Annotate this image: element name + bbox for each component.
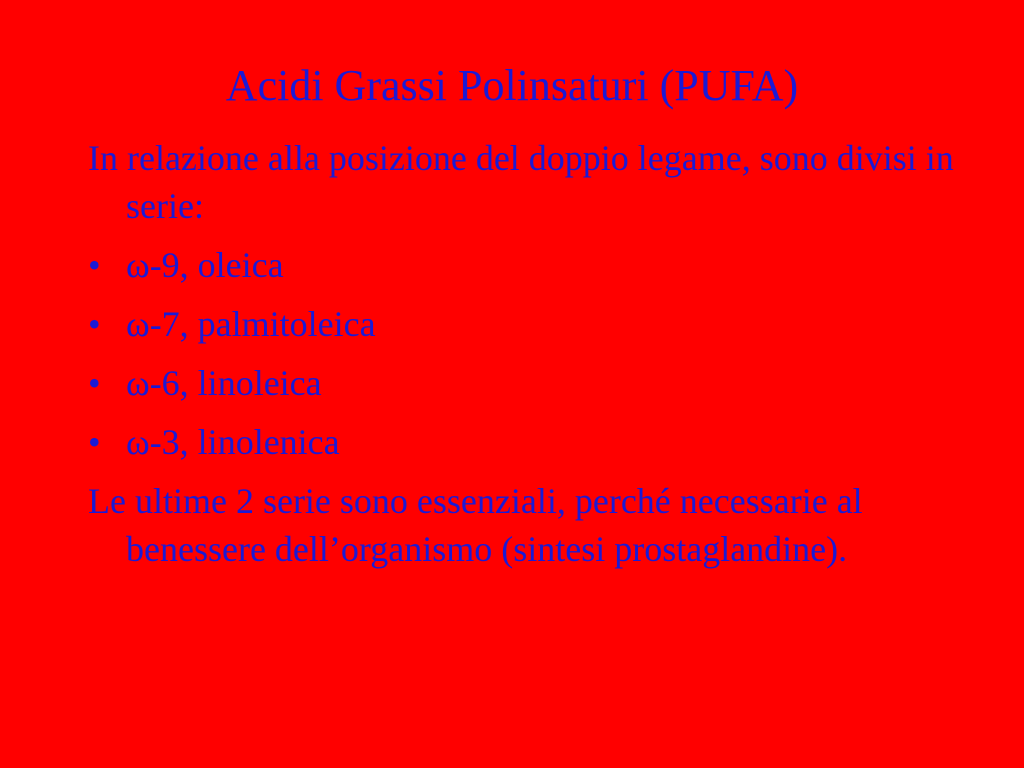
series-list — [88, 241, 968, 466]
conclusion-paragraph: Le ultime 2 serie sono essenziali, perché necessarie al benessere dell’organismo (sintesi prostaglandine). — [88, 481, 863, 569]
slide-title: Acidi Grassi Polinsaturi (PUFA) — [225, 61, 799, 110]
series-label: ω-6, linoleica — [126, 363, 322, 403]
series-label: ω-3, linolenica — [126, 422, 340, 462]
list-item — [88, 359, 968, 407]
series-label: ω-9, oleica — [126, 245, 284, 285]
intro-paragraph: In relazione alla posizione del doppio legame, sono divisi in serie: — [88, 138, 954, 226]
series-label: ω-7, palmitoleica — [126, 304, 376, 344]
slide-body — [88, 134, 968, 584]
bullet-icon: • — [88, 245, 101, 285]
list-item — [88, 418, 968, 466]
bullet-icon: • — [88, 363, 101, 403]
bullet-icon: • — [88, 304, 101, 344]
list-item — [88, 300, 968, 348]
bullet-icon: • — [88, 422, 101, 462]
list-item — [88, 241, 968, 289]
